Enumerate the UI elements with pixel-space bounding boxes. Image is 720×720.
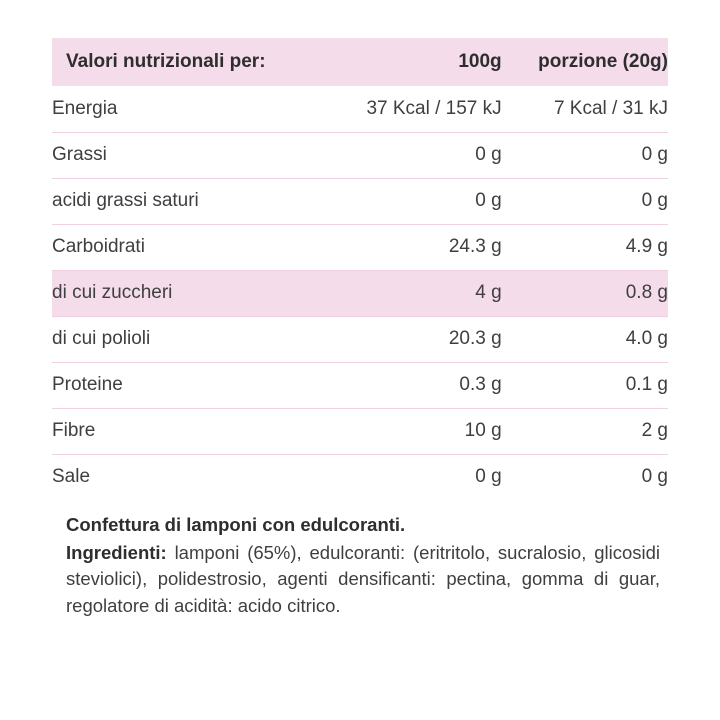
row-value-per-100g: 0 g [475, 466, 502, 488]
table-row [52, 132, 668, 178]
row-value-per-100g: 10 g [329, 408, 501, 454]
row-label: Fibre [52, 408, 329, 454]
table-row [52, 270, 668, 316]
ingredients-text: lamponi (65%), edulcoranti: (eritritolo, sucralosio, glicosidi steviolici), polidestrosio, agenti densificanti: pectina, gomma di guar, regolatore di acidità: acido citrico. [66, 542, 660, 616]
table-row [52, 362, 668, 408]
row-value-per-100g: 0 g [329, 178, 501, 224]
table-row [52, 316, 668, 362]
row-label: Carboidrati [52, 224, 329, 270]
header-per-100g: 100g [329, 38, 501, 86]
row-label: acidi grassi saturi [52, 178, 329, 224]
row-value-per-100g: 20.3 g [329, 316, 501, 362]
table-row [52, 178, 668, 224]
row-label: di cui polioli [52, 316, 329, 362]
nutrition-table-body [52, 86, 668, 500]
row-value-portion: 0 g [502, 178, 668, 224]
row-label: Grassi [52, 132, 329, 178]
row-value-per-100g: 37 Kcal / 157 kJ [329, 86, 501, 132]
ingredients-label: Ingredienti: [66, 542, 167, 563]
row-value-portion: 4.0 g [502, 316, 668, 362]
table-row [52, 224, 668, 270]
table-header-row [52, 38, 668, 86]
header-portion: porzione (20g) [502, 38, 668, 86]
row-value-portion: 0 g [502, 132, 668, 178]
row-value-per-100g: 0 g [329, 132, 501, 178]
row-value-per-100g: 24.3 g [329, 224, 501, 270]
row-value-portion: 4.9 g [502, 224, 668, 270]
nutrition-table-head [52, 38, 668, 86]
table-row [52, 454, 668, 500]
row-value-portion: 0.8 g [502, 270, 668, 316]
row-value-per-100g: 0.3 g [329, 362, 501, 408]
row-label: Proteine [52, 362, 329, 408]
row-value-portion: 7 Kcal / 31 kJ [502, 86, 668, 132]
nutrition-table [52, 38, 668, 500]
ingredients-paragraph [66, 540, 660, 619]
row-label: Energia [52, 86, 329, 132]
row-label: di cui zuccheri [52, 270, 329, 316]
row-value-portion: 2 g [502, 408, 668, 454]
product-title: Confettura di lamponi con edulcoranti. [66, 514, 406, 535]
table-row [52, 408, 668, 454]
row-label: Sale [52, 466, 91, 488]
table-row [52, 86, 668, 132]
row-value-portion: 0 g [641, 466, 668, 488]
header-label: Valori nutrizionali per: [52, 38, 329, 86]
row-value-per-100g: 4 g [329, 270, 501, 316]
row-value-portion: 0.1 g [502, 362, 668, 408]
product-description [52, 514, 668, 619]
